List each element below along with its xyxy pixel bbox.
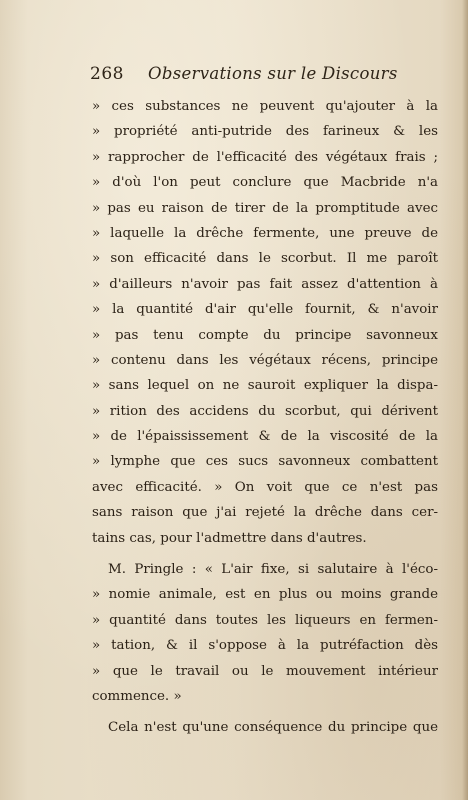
text-line: » sans lequel on ne sauroit expliquer la dispa- <box>92 378 438 394</box>
page-header <box>90 64 430 90</box>
text-line: » propriété anti-putride des farineux & les <box>92 124 438 140</box>
text-line: » son efficacité dans le scorbut. Il me paroît <box>92 251 438 267</box>
text-line: » ces substances ne peuvent qu'ajouter à la <box>92 99 438 114</box>
text-line: » contenu dans les végétaux récens, principe <box>92 352 438 368</box>
text-line: » de l'épaississement & de la viscosité de la <box>92 429 438 445</box>
text-line: » rition des accidens du scorbut, qui dérivent <box>92 403 438 419</box>
text-line: » nomie animale, est en plus ou moins grande <box>92 587 438 603</box>
text-line: » d'où l'on peut conclure que Macbride n'a <box>92 175 438 191</box>
text-line: tains cas, pour l'admettre dans d'autres. <box>92 530 367 546</box>
text-line: » quantité dans toutes les liqueurs en fermen- <box>92 612 438 628</box>
page-edge-shadow <box>462 0 468 800</box>
text-line: » d'ailleurs n'avoir pas fait assez d'attention à <box>92 276 438 292</box>
text-line: M. Pringle : « L'air fixe, si salutaire à l'éco- <box>108 562 438 578</box>
page-number: 268 <box>90 64 124 84</box>
body-text <box>92 94 438 741</box>
text-line: » laquelle la drêche fermente, une preuve de <box>92 225 438 241</box>
text-line: » tation, & il s'oppose à la putréfaction dès <box>92 638 438 654</box>
text-line: avec efficacité. » On voit que ce n'est pas <box>92 479 438 495</box>
text-line: » pas tenu compte du principe savonneux <box>92 327 438 343</box>
running-head: Observations sur le Discours <box>148 64 398 83</box>
text-line: Cela n'est qu'une conséquence du principe que <box>108 720 438 736</box>
text-line: » lymphe que ces sucs savonneux combattent <box>92 454 438 470</box>
text-line: » pas eu raison de tirer de la promptitude avec <box>92 200 438 216</box>
text-line: » que le travail ou le mouvement intérieur <box>92 663 438 679</box>
text-line: » rapprocher de l'efficacité des végétaux frais ; <box>92 149 438 165</box>
text-line: commence. » <box>92 688 182 704</box>
text-line: » la quantité d'air qu'elle fournit, & n'avoir <box>92 302 438 318</box>
text-line: sans raison que j'ai rejeté la drêche dans cer- <box>92 505 438 521</box>
